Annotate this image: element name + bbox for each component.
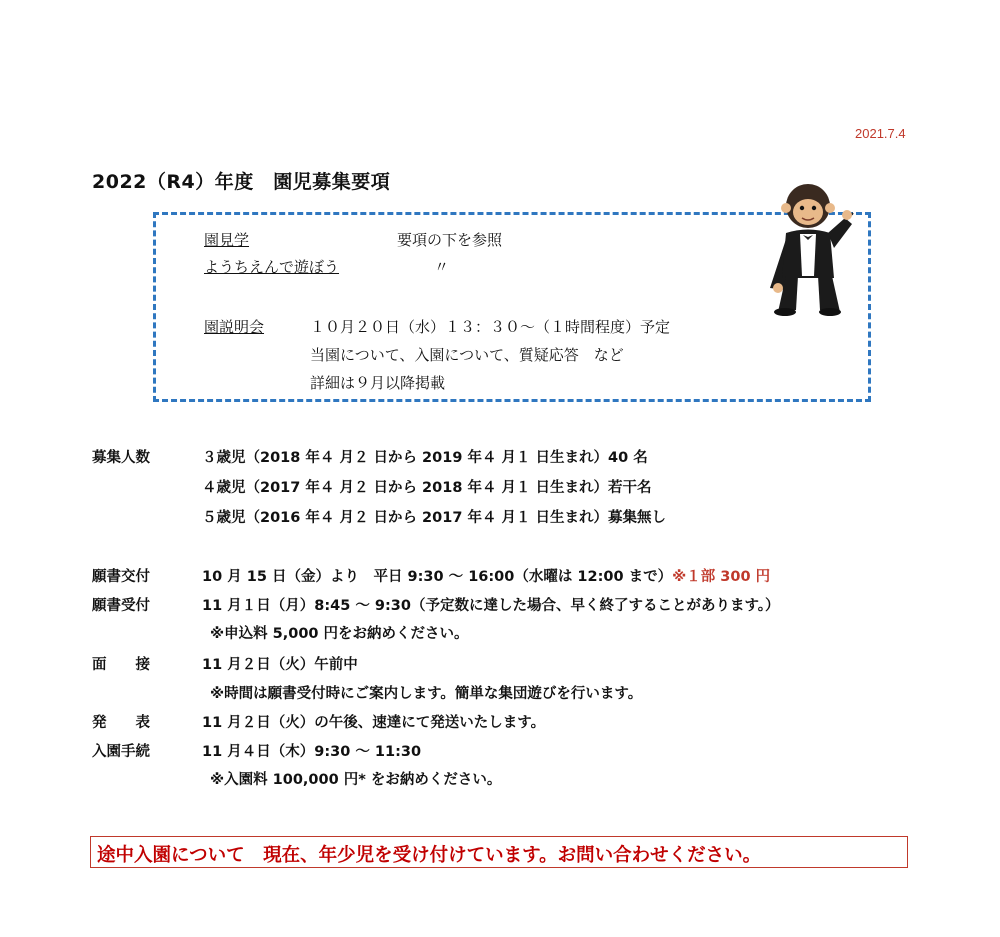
enroll-note: ※入園料 100,000 円* をお納めください。 xyxy=(210,772,502,788)
distribution-text: 10 月 15 日（金）より 平日 9:30 ～ 16:00（水曜は 12:00 まで） xyxy=(202,569,673,585)
interview-text: 11 月２日（火）午前中 xyxy=(202,657,358,673)
enroll-label: 入園手続 xyxy=(92,744,150,760)
mascot-conductor-monkey-icon xyxy=(748,178,868,318)
tour-value: 要項の下を参照 xyxy=(397,231,503,249)
acceptance-note: ※申込料 5,000 円をお納めください。 xyxy=(210,626,469,642)
acceptance-text: 11 月１日（月）8:45 ～ 9:30（予定数に達した場合、早く終了することがあります。） xyxy=(202,598,780,614)
tour-label: 園見学 xyxy=(204,231,250,249)
document-date: 2021.7.4 xyxy=(855,126,906,141)
briefing-line: 詳細は９月以降掲載 xyxy=(310,374,446,392)
recruit-line: ５歳児（2016 年４ 月２ 日から 2017 年４ 月１ 日生まれ）募集無し xyxy=(202,510,667,526)
briefing-line: １０月２０日（水）１３：３０～（１時間程度）予定 xyxy=(310,318,671,336)
briefing-label: 園説明会 xyxy=(204,318,265,336)
recruit-line: ４歳児（2017 年４ 月２ 日から 2018 年４ 月１ 日生まれ）若干名 xyxy=(202,480,652,496)
enroll-text: 11 月４日（木）9:30 ～ 11:30 xyxy=(202,744,422,760)
mid-year-enrollment-notice: 途中入園について 現在、年少児を受け付けています。お問い合わせください。 xyxy=(90,836,908,868)
interview-note: ※時間は願書受付時にご案内します。簡単な集団遊びを行います。 xyxy=(210,686,643,702)
distribution-label: 願書交付 xyxy=(92,569,150,585)
recruit-line: ３歳児（2018 年４ 月２ 日から 2019 年４ 月１ 日生まれ）40 名 xyxy=(202,450,648,466)
interview-label: 面 接 xyxy=(92,657,150,673)
distribution-price: ※１部 300 円 xyxy=(672,569,771,585)
announce-label: 発 表 xyxy=(92,715,150,731)
briefing-line: 当園について、入園について、質疑応答 など xyxy=(310,346,624,364)
distribution-row xyxy=(202,565,770,586)
play-label: ようちえんで遊ぼう xyxy=(204,258,340,276)
page-title: 2022（R4）年度 園児募集要項 xyxy=(92,171,391,193)
acceptance-label: 願書受付 xyxy=(92,598,150,614)
play-value: 〃 xyxy=(434,258,450,276)
recruit-label: 募集人数 xyxy=(92,450,150,466)
announce-text: 11 月２日（火）の午後、速達にて発送いたします。 xyxy=(202,715,546,731)
